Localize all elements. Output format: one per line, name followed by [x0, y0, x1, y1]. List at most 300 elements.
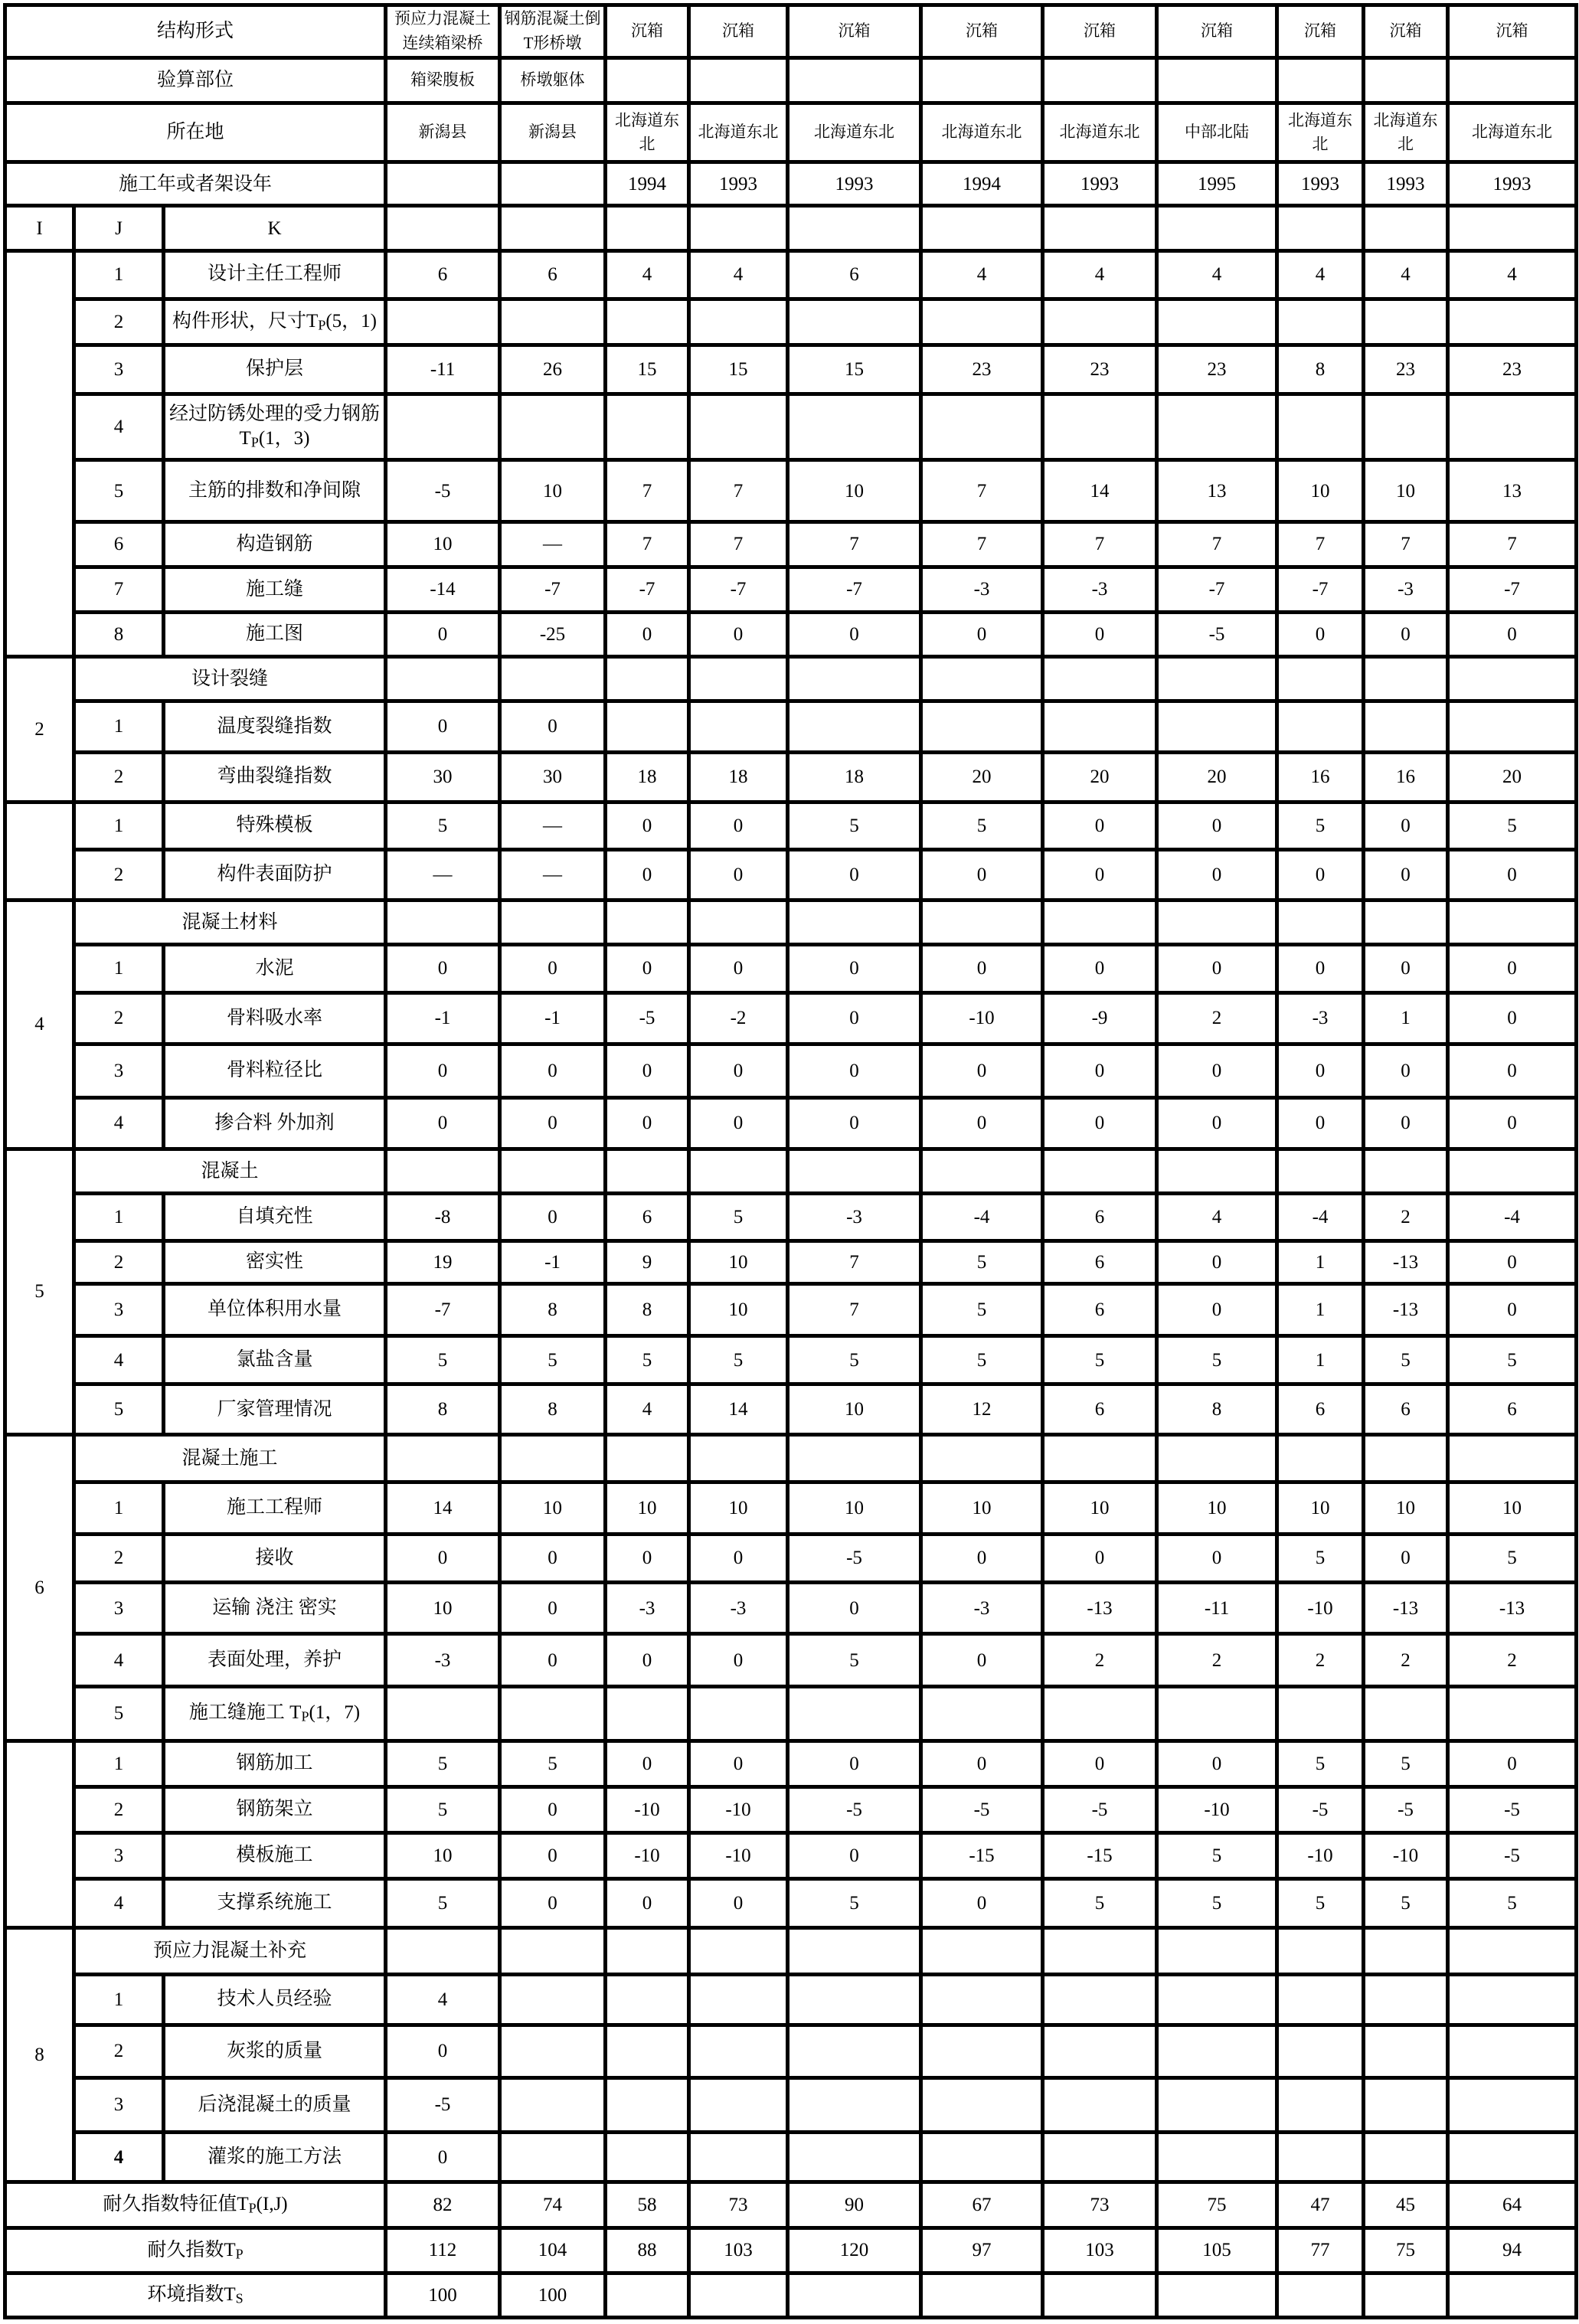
summary-cell: 64 [1448, 2182, 1577, 2228]
group-number [5, 802, 74, 900]
year-cell: 1993 [689, 162, 788, 206]
score-cell: 0 [788, 613, 921, 657]
location-cell: 中部北陆 [1157, 103, 1277, 162]
summary-cell: 105 [1157, 2228, 1277, 2273]
score-cell [788, 2133, 921, 2182]
item-index: 7 [74, 567, 164, 613]
score-cell: 8 [1157, 1384, 1277, 1435]
score-cell: 18 [689, 752, 788, 802]
score-cell [921, 2025, 1043, 2078]
item-row [5, 460, 1577, 522]
score-cell: 7 [1157, 522, 1277, 567]
summary-cell: 120 [788, 2228, 921, 2273]
group-title-row [5, 1927, 1577, 1974]
empty-cell [788, 1149, 921, 1194]
score-cell: -5 [1277, 1787, 1364, 1833]
score-cell: 0 [500, 1194, 606, 1241]
empty-cell [1157, 656, 1277, 701]
item-row [5, 1240, 1577, 1284]
check-part-cell [1364, 57, 1448, 103]
empty-cell [606, 206, 689, 251]
score-cell: 5 [1277, 1879, 1364, 1928]
item-index: 4 [74, 2133, 164, 2182]
score-cell: -3 [1364, 567, 1448, 613]
group-number: 2 [5, 656, 74, 802]
item-row [5, 1974, 1577, 2025]
summary-label-text: 耐久指数特征值T [103, 2194, 249, 2215]
score-cell: 6 [606, 1194, 689, 1241]
score-cell: 6 [1277, 1384, 1364, 1435]
score-cell [921, 701, 1043, 753]
empty-cell [386, 206, 500, 251]
score-cell: 0 [500, 1098, 606, 1149]
score-cell [1157, 2133, 1277, 2182]
score-cell [500, 299, 606, 345]
score-cell: 0 [1364, 850, 1448, 901]
empty-cell [1364, 1149, 1448, 1194]
score-cell: 19 [386, 1240, 500, 1284]
score-cell: -5 [386, 2077, 500, 2133]
score-cell: 0 [1157, 802, 1277, 850]
item-row [5, 1582, 1577, 1634]
summary-cell: 67 [921, 2182, 1043, 2228]
score-cell: 5 [386, 1741, 500, 1787]
score-cell: 0 [1277, 1098, 1364, 1149]
item-index: 6 [74, 522, 164, 567]
summary-cell: 97 [921, 2228, 1043, 2273]
score-cell [1277, 299, 1364, 345]
score-cell: 0 [500, 1044, 606, 1098]
item-index: 2 [74, 850, 164, 901]
score-cell: 16 [1277, 752, 1364, 802]
score-cell: 5 [788, 1335, 921, 1384]
empty-cell [386, 656, 500, 701]
summary-row-environment [5, 2273, 1577, 2318]
empty-cell [1364, 1435, 1448, 1482]
item-name: 特殊模板 [164, 802, 386, 850]
score-cell: 23 [1157, 345, 1277, 394]
score-cell: -9 [1043, 992, 1157, 1044]
empty-cell [1043, 1927, 1157, 1974]
summary-cell: 100 [500, 2273, 606, 2318]
summary-label-feature [5, 2182, 386, 2228]
score-cell: 0 [788, 1832, 921, 1879]
item-name: 施工图 [164, 613, 386, 657]
score-cell: 0 [921, 1879, 1043, 1928]
score-cell: 13 [1157, 460, 1277, 522]
score-cell: 0 [1043, 613, 1157, 657]
location-cell: 北海道东北 [1277, 103, 1364, 162]
item-index: 5 [74, 1687, 164, 1741]
score-cell: -5 [606, 992, 689, 1044]
score-cell: 0 [386, 701, 500, 753]
score-cell: -3 [921, 1582, 1043, 1634]
header-label-structure-form: 结构形式 [5, 5, 386, 58]
empty-cell [921, 900, 1043, 945]
score-cell: -13 [1448, 1582, 1577, 1634]
header-label-check-part: 验算部位 [5, 57, 386, 103]
score-cell: 10 [921, 1482, 1043, 1535]
score-cell: 0 [689, 802, 788, 850]
score-cell: 0 [1448, 1741, 1577, 1787]
score-cell: 15 [606, 345, 689, 394]
score-cell: 7 [921, 460, 1043, 522]
score-cell: — [500, 522, 606, 567]
item-name-text: 构件形状，尺寸T [172, 310, 319, 332]
item-name-text: 施工缝施工 T [188, 1702, 302, 1724]
score-cell: 10 [689, 1482, 788, 1535]
score-cell [1364, 394, 1448, 460]
score-cell: 0 [1364, 945, 1448, 993]
score-cell: 5 [500, 1335, 606, 1384]
score-cell: 0 [606, 1741, 689, 1787]
summary-cell: 73 [1043, 2182, 1157, 2228]
item-index: 1 [74, 1194, 164, 1241]
score-cell: 0 [788, 945, 921, 993]
empty-cell [689, 1927, 788, 1974]
score-cell: 0 [921, 1741, 1043, 1787]
score-cell: 5 [1448, 1535, 1577, 1583]
score-cell: 5 [1157, 1879, 1277, 1928]
score-cell: 15 [788, 345, 921, 394]
score-cell: 10 [1043, 1482, 1157, 1535]
location-cell: 北海道东北 [788, 103, 921, 162]
item-name: 后浇混凝土的质量 [164, 2077, 386, 2133]
score-cell: 5 [1448, 802, 1577, 850]
score-cell: 2 [1277, 1634, 1364, 1687]
item-name: 氯盐含量 [164, 1335, 386, 1384]
summary-cell: 75 [1364, 2228, 1448, 2273]
score-cell: 0 [921, 1535, 1043, 1583]
item-name-subscript: P [250, 434, 259, 450]
summary-cell [1448, 2273, 1577, 2318]
item-row [5, 802, 1577, 850]
score-cell: 0 [1364, 1535, 1448, 1583]
score-cell: -2 [689, 992, 788, 1044]
score-cell [689, 2133, 788, 2182]
score-cell: 20 [1448, 752, 1577, 802]
item-index: 1 [74, 945, 164, 993]
score-cell: -5 [1157, 613, 1277, 657]
col-header-i: I [5, 206, 74, 251]
score-cell: 5 [921, 1240, 1043, 1284]
header-row-structure-form [5, 5, 1577, 58]
score-cell: 10 [1364, 460, 1448, 522]
item-index: 8 [74, 613, 164, 657]
score-cell [788, 2077, 921, 2133]
score-cell: 4 [1364, 250, 1448, 299]
score-cell [788, 701, 921, 753]
score-cell: -5 [921, 1787, 1043, 1833]
item-name: 水泥 [164, 945, 386, 993]
score-cell: 5 [1157, 1832, 1277, 1879]
item-row [5, 567, 1577, 613]
score-cell: 7 [788, 522, 921, 567]
structure-form-cell: 沉箱 [1448, 5, 1577, 58]
durability-index-table [3, 3, 1578, 2319]
empty-cell [1043, 1435, 1157, 1482]
summary-label-subscript: P [235, 2246, 244, 2262]
score-cell: 0 [689, 945, 788, 993]
score-cell: 5 [1364, 1335, 1448, 1384]
score-cell: -5 [1448, 1832, 1577, 1879]
score-cell: 0 [689, 1634, 788, 1687]
score-cell: 10 [1364, 1482, 1448, 1535]
location-cell: 北海道东北 [1043, 103, 1157, 162]
year-cell: 1993 [1448, 162, 1577, 206]
score-cell: -4 [921, 1194, 1043, 1241]
score-cell [1448, 2077, 1577, 2133]
score-cell: -11 [386, 345, 500, 394]
score-cell [689, 1974, 788, 2025]
score-cell: 0 [606, 945, 689, 993]
score-cell: 0 [1043, 1741, 1157, 1787]
score-cell: 5 [1277, 802, 1364, 850]
score-cell: 18 [606, 752, 689, 802]
summary-label-suffix: (I,J) [256, 2194, 288, 2215]
score-cell [1448, 1974, 1577, 2025]
year-cell: 1994 [921, 162, 1043, 206]
score-cell: 5 [500, 1741, 606, 1787]
structure-form-cell: 沉箱 [606, 5, 689, 58]
score-cell: 0 [1043, 945, 1157, 993]
score-cell: 0 [1448, 992, 1577, 1044]
score-cell: 0 [386, 2025, 500, 2078]
empty-cell [689, 206, 788, 251]
empty-cell [606, 1927, 689, 1974]
score-cell: 10 [500, 460, 606, 522]
score-cell [1043, 1687, 1157, 1741]
score-cell: 4 [1043, 250, 1157, 299]
score-cell: -5 [788, 1535, 921, 1583]
score-cell [1043, 2025, 1157, 2078]
score-cell: 30 [386, 752, 500, 802]
score-cell: -14 [386, 567, 500, 613]
score-cell: 0 [500, 1832, 606, 1879]
score-cell: 0 [689, 1741, 788, 1787]
score-cell: 0 [689, 613, 788, 657]
score-cell: 20 [1043, 752, 1157, 802]
score-cell: 0 [1157, 1044, 1277, 1098]
score-cell: 4 [921, 250, 1043, 299]
structure-form-cell: 沉箱 [1364, 5, 1448, 58]
item-name: 骨料吸水率 [164, 992, 386, 1044]
summary-cell: 103 [689, 2228, 788, 2273]
score-cell: -10 [606, 1832, 689, 1879]
item-row [5, 1535, 1577, 1583]
score-cell: 0 [921, 850, 1043, 901]
item-name: 表面处理，养护 [164, 1634, 386, 1687]
score-cell [500, 2077, 606, 2133]
item-index: 2 [74, 2025, 164, 2078]
score-cell: 0 [1157, 1741, 1277, 1787]
score-cell: 0 [788, 1741, 921, 1787]
score-cell: 0 [606, 1879, 689, 1928]
score-cell: 6 [1043, 1384, 1157, 1435]
summary-label-environment [5, 2273, 386, 2318]
summary-row-durability [5, 2228, 1577, 2273]
score-cell: 10 [1157, 1482, 1277, 1535]
score-cell: 0 [1043, 1535, 1157, 1583]
score-cell: 4 [386, 1974, 500, 2025]
year-cell: 1993 [1043, 162, 1157, 206]
score-cell: 0 [500, 1879, 606, 1928]
score-cell: -8 [386, 1194, 500, 1241]
score-cell: 23 [1364, 345, 1448, 394]
score-cell: 0 [386, 613, 500, 657]
item-index: 2 [74, 992, 164, 1044]
score-cell: 0 [500, 1582, 606, 1634]
score-cell: 4 [1157, 1194, 1277, 1241]
empty-cell [1364, 900, 1448, 945]
score-cell [1277, 2077, 1364, 2133]
item-index: 3 [74, 1284, 164, 1336]
score-cell: 10 [788, 1482, 921, 1535]
score-cell: 5 [921, 1335, 1043, 1384]
score-cell: 5 [689, 1335, 788, 1384]
empty-cell [386, 900, 500, 945]
item-name [164, 1687, 386, 1741]
item-index: 4 [74, 1098, 164, 1149]
score-cell [1157, 701, 1277, 753]
score-cell: 4 [606, 1384, 689, 1435]
item-row [5, 752, 1577, 802]
score-cell: 5 [1043, 1879, 1157, 1928]
score-cell: 5 [386, 1335, 500, 1384]
score-cell: 10 [1277, 1482, 1364, 1535]
check-part-cell [788, 57, 921, 103]
score-cell [788, 299, 921, 345]
item-name: 单位体积用水量 [164, 1284, 386, 1336]
score-cell [1364, 1974, 1448, 2025]
item-row [5, 1634, 1577, 1687]
location-cell: 北海道东北 [1448, 103, 1577, 162]
score-cell [1448, 701, 1577, 753]
score-cell [1448, 394, 1577, 460]
score-cell: 5 [788, 1634, 921, 1687]
score-cell [1157, 2077, 1277, 2133]
score-cell [788, 2025, 921, 2078]
item-name: 构造钢筋 [164, 522, 386, 567]
score-cell: 0 [500, 945, 606, 993]
score-cell: 0 [1157, 1240, 1277, 1284]
score-cell [1277, 2025, 1364, 2078]
score-cell: 20 [1157, 752, 1277, 802]
group-title: 混凝土施工 [74, 1435, 386, 1482]
score-cell: -5 [1364, 1787, 1448, 1833]
score-cell: 0 [689, 1879, 788, 1928]
score-cell: 23 [921, 345, 1043, 394]
item-row [5, 1044, 1577, 1098]
item-index: 4 [74, 1335, 164, 1384]
score-cell: -7 [1157, 567, 1277, 613]
score-cell [1448, 1687, 1577, 1741]
summary-row-feature [5, 2182, 1577, 2228]
check-part-cell: 桥墩躯体 [500, 57, 606, 103]
score-cell: — [500, 802, 606, 850]
score-cell: -7 [606, 567, 689, 613]
empty-cell [788, 206, 921, 251]
score-cell: 1 [1277, 1335, 1364, 1384]
score-cell: 1 [1277, 1284, 1364, 1336]
item-index: 4 [74, 1634, 164, 1687]
score-cell [606, 1687, 689, 1741]
score-cell: 18 [788, 752, 921, 802]
score-cell [500, 2025, 606, 2078]
year-cell: 1994 [606, 162, 689, 206]
item-name: 模板施工 [164, 1832, 386, 1879]
score-cell: 4 [1157, 250, 1277, 299]
empty-cell [1364, 656, 1448, 701]
item-name-subscript: P [301, 1709, 309, 1725]
score-cell: -1 [386, 992, 500, 1044]
score-cell: -3 [1277, 992, 1364, 1044]
score-cell: 2 [1364, 1634, 1448, 1687]
score-cell [689, 2077, 788, 2133]
summary-cell: 90 [788, 2182, 921, 2228]
item-index: 4 [74, 394, 164, 460]
empty-cell [500, 656, 606, 701]
score-cell: 5 [1448, 1335, 1577, 1384]
empty-cell [1277, 1927, 1364, 1974]
score-cell: 0 [386, 2133, 500, 2182]
item-name: 钢筋架立 [164, 1787, 386, 1833]
item-name-suffix: (1，3) [258, 428, 310, 449]
score-cell: 26 [500, 345, 606, 394]
location-cell: 北海道东北 [1364, 103, 1448, 162]
score-cell: 7 [689, 460, 788, 522]
score-cell: 0 [1157, 1284, 1277, 1336]
empty-cell [386, 1435, 500, 1482]
summary-cell: 104 [500, 2228, 606, 2273]
score-cell: 0 [788, 850, 921, 901]
score-cell: 0 [689, 1044, 788, 1098]
item-name [164, 299, 386, 345]
score-cell: 6 [788, 250, 921, 299]
score-cell: 6 [386, 250, 500, 299]
header-row-year [5, 162, 1577, 206]
score-cell: 7 [606, 460, 689, 522]
item-row [5, 394, 1577, 460]
score-cell: 0 [1448, 1284, 1577, 1336]
score-cell: 0 [1277, 613, 1364, 657]
empty-cell [1448, 1149, 1577, 1194]
score-cell: 4 [1277, 250, 1364, 299]
item-index: 2 [74, 1535, 164, 1583]
structure-form-cell: 沉箱 [1277, 5, 1364, 58]
score-cell: 2 [1364, 1194, 1448, 1241]
location-cell: 北海道东北 [689, 103, 788, 162]
score-cell: 0 [386, 1044, 500, 1098]
structure-form-cell: 预应力混凝土连续箱梁桥 [386, 5, 500, 58]
score-cell [1277, 701, 1364, 753]
group-number: 8 [5, 1927, 74, 2182]
score-cell: 2 [1448, 1634, 1577, 1687]
empty-cell [921, 1435, 1043, 1482]
score-cell [1157, 299, 1277, 345]
score-cell: 0 [386, 1098, 500, 1149]
empty-cell [1043, 1149, 1157, 1194]
score-cell: 0 [1157, 945, 1277, 993]
check-part-cell [1043, 57, 1157, 103]
group-number: 6 [5, 1435, 74, 1741]
score-cell: 7 [1277, 522, 1364, 567]
score-cell: -4 [1277, 1194, 1364, 1241]
item-name: 厂家管理情况 [164, 1384, 386, 1435]
group-number: 5 [5, 1149, 74, 1434]
item-row [5, 1194, 1577, 1241]
score-cell: 7 [1364, 522, 1448, 567]
